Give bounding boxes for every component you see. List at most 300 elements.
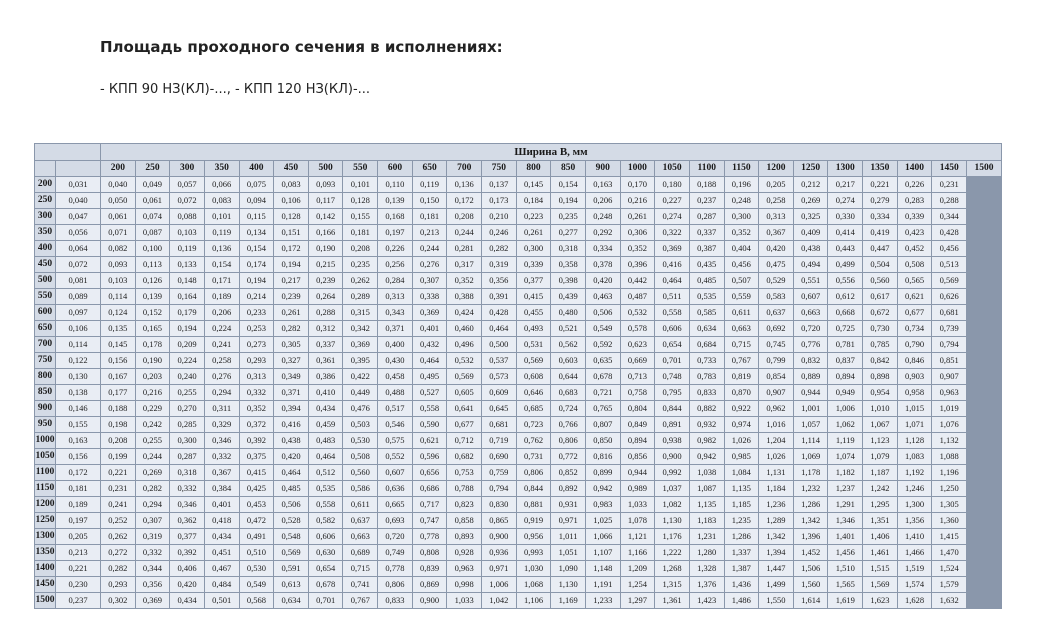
table-cell: 0,850 xyxy=(586,433,620,448)
table-cell: 0,663 xyxy=(343,529,377,544)
table-cell: 0,150 xyxy=(413,193,447,208)
table-cell: 0,261 xyxy=(274,305,308,320)
table-cell: 0,332 xyxy=(136,545,170,560)
table-cell: 0,387 xyxy=(690,241,724,256)
table-cell: 0,646 xyxy=(517,385,551,400)
table-cell: 0,113 xyxy=(136,257,170,272)
table-cell: 0,361 xyxy=(309,353,343,368)
table-cell: 1,351 xyxy=(863,513,897,528)
table-cell: 0,391 xyxy=(482,289,516,304)
table-cell: 0,785 xyxy=(863,337,897,352)
table-cell: 0,485 xyxy=(274,481,308,496)
table-cell: 0,339 xyxy=(517,257,551,272)
table-cell: 1,128 xyxy=(898,433,932,448)
table-cell: 0,506 xyxy=(586,305,620,320)
table-cell: 0,227 xyxy=(655,193,689,208)
table-row xyxy=(35,593,1001,608)
table-cell: 0,531 xyxy=(517,337,551,352)
table-cell: 0,982 xyxy=(690,433,724,448)
table-cell: 1,033 xyxy=(621,497,655,512)
table-cell: 0,289 xyxy=(343,289,377,304)
column-header-1450: 1450 xyxy=(932,161,966,176)
table-cell: 1,515 xyxy=(863,561,897,576)
table-row xyxy=(35,385,1001,400)
table-cell: 0,205 xyxy=(56,529,100,544)
table-cell: 0,617 xyxy=(863,289,897,304)
table-cell: 0,194 xyxy=(274,257,308,272)
table-cell: 0,677 xyxy=(898,305,932,320)
table-cell: 0,332 xyxy=(205,449,239,464)
table-cell: 0,898 xyxy=(863,369,897,384)
table-cell: 0,330 xyxy=(828,209,862,224)
table-cell: 1,019 xyxy=(932,401,966,416)
table-cell: 0,414 xyxy=(828,225,862,240)
table-cell: 0,654 xyxy=(655,337,689,352)
table-cell: 0,398 xyxy=(551,273,585,288)
table-cell: 0,206 xyxy=(586,193,620,208)
table-cell: 0,569 xyxy=(274,545,308,560)
table-cell: 0,439 xyxy=(551,289,585,304)
table-cell: 0,799 xyxy=(759,353,793,368)
table-cell: 0,110 xyxy=(378,177,412,192)
table-cell: 0,869 xyxy=(413,577,447,592)
table-cell: 0,724 xyxy=(551,401,585,416)
table-cell: 0,119 xyxy=(413,177,447,192)
column-header-400: 400 xyxy=(240,161,274,176)
table-cell: 0,392 xyxy=(240,433,274,448)
table-cell: 1,486 xyxy=(725,593,759,608)
table-cell: 0,388 xyxy=(447,289,481,304)
table-row xyxy=(35,289,1001,304)
table-cell: 0,208 xyxy=(447,209,481,224)
table-cell: 0,772 xyxy=(551,449,585,464)
table-cell: 0,344 xyxy=(932,209,966,224)
table-cell: 0,093 xyxy=(101,257,135,272)
table-cell: 0,552 xyxy=(378,449,412,464)
table-cell: 0,894 xyxy=(828,369,862,384)
row-header-1350: 1350 xyxy=(35,545,55,560)
table-row xyxy=(35,177,1001,192)
table-cell: 0,644 xyxy=(551,369,585,384)
table-cell: 0,154 xyxy=(205,257,239,272)
table-cell: 0,287 xyxy=(690,209,724,224)
table-cell: 0,420 xyxy=(759,241,793,256)
table-cell: 1,579 xyxy=(932,577,966,592)
table-cell: 0,418 xyxy=(205,513,239,528)
table-cell: 0,609 xyxy=(482,385,516,400)
table-cell: 0,692 xyxy=(759,321,793,336)
table-row xyxy=(35,337,1001,352)
table-cell: 0,430 xyxy=(378,353,412,368)
table-cell: 0,154 xyxy=(240,241,274,256)
table-cell: 0,613 xyxy=(274,577,308,592)
table-cell: 1,192 xyxy=(898,465,932,480)
table-cell: 0,338 xyxy=(413,289,447,304)
table-cell: 0,318 xyxy=(551,241,585,256)
table-cell: 0,668 xyxy=(828,305,862,320)
table-cell: 0,715 xyxy=(343,561,377,576)
table-cell: 0,578 xyxy=(621,321,655,336)
table-cell: 0,507 xyxy=(725,273,759,288)
table-cell: 0,823 xyxy=(447,497,481,512)
table-cell: 0,765 xyxy=(586,401,620,416)
table-cell: 0,199 xyxy=(101,449,135,464)
table-row xyxy=(35,369,1001,384)
table-cell: 0,239 xyxy=(309,273,343,288)
table-cell: 0,307 xyxy=(136,513,170,528)
table-cell: 0,844 xyxy=(517,481,551,496)
table-cell: 0,844 xyxy=(655,401,689,416)
table-cell: 0,922 xyxy=(725,401,759,416)
table-row xyxy=(35,353,1001,368)
table-row xyxy=(35,273,1001,288)
row-header-700: 700 xyxy=(35,337,55,352)
table-cell: 0,282 xyxy=(101,561,135,576)
table-cell: 0,135 xyxy=(101,321,135,336)
table-cell: 0,717 xyxy=(413,497,447,512)
row-header-250: 250 xyxy=(35,193,55,208)
table-cell: 1,107 xyxy=(586,545,620,560)
table-cell: 0,377 xyxy=(517,273,551,288)
table-cell: 0,119 xyxy=(170,241,204,256)
table-cell: 1,632 xyxy=(932,593,966,608)
table-cell: 0,447 xyxy=(863,241,897,256)
table-cell: 0,852 xyxy=(551,465,585,480)
table-cell: 0,264 xyxy=(309,289,343,304)
table-cell: 1,015 xyxy=(898,401,932,416)
table-cell: 0,455 xyxy=(517,305,551,320)
table-cell: 0,194 xyxy=(240,273,274,288)
table-cell: 0,401 xyxy=(413,321,447,336)
table-cell: 0,623 xyxy=(621,337,655,352)
table-cell: 0,230 xyxy=(56,577,100,592)
table-cell: 0,313 xyxy=(240,369,274,384)
row-header-200: 200 xyxy=(35,177,55,192)
table-cell: 0,683 xyxy=(551,385,585,400)
table-cell: 0,274 xyxy=(655,209,689,224)
table-cell: 1,268 xyxy=(655,561,689,576)
table-cell: 1,130 xyxy=(551,577,585,592)
table-cell: 0,072 xyxy=(170,193,204,208)
table-cell: 0,231 xyxy=(932,177,966,192)
table-cell: 0,807 xyxy=(586,417,620,432)
table-cell: 0,252 xyxy=(101,513,135,528)
table-cell: 0,721 xyxy=(586,385,620,400)
row-header-900: 900 xyxy=(35,401,55,416)
row-header-corner xyxy=(56,161,100,176)
table-cell: 0,317 xyxy=(447,257,481,272)
table-cell: 0,586 xyxy=(343,481,377,496)
table-cell: 0,066 xyxy=(205,177,239,192)
row-header-1500: 1500 xyxy=(35,593,55,608)
table-cell: 1,342 xyxy=(759,529,793,544)
area-table-container xyxy=(34,143,1002,609)
table-cell: 0,464 xyxy=(309,449,343,464)
table-cell: 0,510 xyxy=(240,545,274,560)
table-cell: 0,636 xyxy=(378,481,412,496)
table-cell: 1,016 xyxy=(759,417,793,432)
table-cell: 0,415 xyxy=(517,289,551,304)
table-cell: 1,187 xyxy=(863,465,897,480)
row-header-800: 800 xyxy=(35,369,55,384)
table-cell: 0,312 xyxy=(309,321,343,336)
table-cell: 0,332 xyxy=(170,481,204,496)
table-cell: 0,432 xyxy=(413,337,447,352)
table-row xyxy=(35,321,1001,336)
table-cell: 0,139 xyxy=(378,193,412,208)
row-header-750: 750 xyxy=(35,353,55,368)
table-cell: 0,532 xyxy=(447,353,481,368)
table-cell: 0,128 xyxy=(274,209,308,224)
table-cell: 0,255 xyxy=(170,385,204,400)
table-cell: 0,907 xyxy=(759,385,793,400)
table-cell: 0,715 xyxy=(725,337,759,352)
table-cell: 0,607 xyxy=(794,289,828,304)
table-cell: 0,733 xyxy=(690,353,724,368)
table-cell: 1,569 xyxy=(863,577,897,592)
table-cell: 1,209 xyxy=(621,561,655,576)
table-cell: 0,248 xyxy=(725,193,759,208)
table-cell: 0,155 xyxy=(56,417,100,432)
table-cell: 0,645 xyxy=(482,401,516,416)
table-cell: 1,565 xyxy=(828,577,862,592)
table-cell: 0,573 xyxy=(482,369,516,384)
table-cell: 0,460 xyxy=(447,321,481,336)
table-cell: 0,208 xyxy=(101,433,135,448)
table-cell: 0,332 xyxy=(240,385,274,400)
table-cell: 1,346 xyxy=(828,513,862,528)
table-cell: 0,865 xyxy=(482,513,516,528)
table-cell: 0,682 xyxy=(447,449,481,464)
table-cell: 0,215 xyxy=(309,257,343,272)
table-cell: 1,231 xyxy=(690,529,724,544)
row-header-1450: 1450 xyxy=(35,577,55,592)
column-header-1150: 1150 xyxy=(725,161,759,176)
table-cell: 0,151 xyxy=(274,225,308,240)
table-cell: 0,282 xyxy=(136,481,170,496)
table-cell: 0,476 xyxy=(343,401,377,416)
table-cell: 0,327 xyxy=(274,353,308,368)
table-cell: 0,325 xyxy=(794,209,828,224)
table-row xyxy=(35,561,1001,576)
table-row xyxy=(35,209,1001,224)
table-corner xyxy=(35,144,100,160)
table-cell: 0,748 xyxy=(655,369,689,384)
table-cell: 0,372 xyxy=(240,417,274,432)
table-cell: 0,962 xyxy=(759,401,793,416)
table-cell: 0,956 xyxy=(517,529,551,544)
table-cell: 0,101 xyxy=(205,209,239,224)
table-cell: 0,146 xyxy=(56,401,100,416)
table-cell: 0,484 xyxy=(205,577,239,592)
table-cell: 0,293 xyxy=(240,353,274,368)
table-cell: 0,678 xyxy=(309,577,343,592)
table-cell: 1,079 xyxy=(863,449,897,464)
table-cell: 1,123 xyxy=(863,433,897,448)
table-cell: 0,435 xyxy=(690,257,724,272)
table-cell: 0,559 xyxy=(725,289,759,304)
table-cell: 1,196 xyxy=(932,465,966,480)
table-cell: 0,713 xyxy=(621,369,655,384)
table-cell: 0,307 xyxy=(413,273,447,288)
table-cell: 0,134 xyxy=(240,225,274,240)
table-cell: 0,172 xyxy=(274,241,308,256)
table-cell: 0,061 xyxy=(101,209,135,224)
table-cell: 0,224 xyxy=(170,353,204,368)
table-cell: 0,569 xyxy=(447,369,481,384)
table-cell: 1,236 xyxy=(759,497,793,512)
table-cell: 0,180 xyxy=(655,177,689,192)
table-cell: 0,087 xyxy=(136,225,170,240)
table-cell: 0,342 xyxy=(343,321,377,336)
table-cell: 0,075 xyxy=(240,177,274,192)
table-cell: 0,858 xyxy=(447,513,481,528)
table-cell: 1,006 xyxy=(828,401,862,416)
table-cell: 0,358 xyxy=(551,257,585,272)
table-cell: 0,367 xyxy=(205,465,239,480)
table-cell: 0,837 xyxy=(828,353,862,368)
table-cell: 0,410 xyxy=(309,385,343,400)
table-cell: 0,177 xyxy=(101,385,135,400)
table-cell: 0,663 xyxy=(794,305,828,320)
row-header-1050: 1050 xyxy=(35,449,55,464)
table-cell: 0,115 xyxy=(240,209,274,224)
table-cell: 0,184 xyxy=(517,193,551,208)
table-cell: 0,089 xyxy=(56,289,100,304)
table-cell: 1,574 xyxy=(898,577,932,592)
table-cell: 1,178 xyxy=(794,465,828,480)
table-cell: 0,806 xyxy=(551,433,585,448)
table-cell: 0,040 xyxy=(101,177,135,192)
row-header-650: 650 xyxy=(35,321,55,336)
table-row xyxy=(35,257,1001,272)
column-header-1200: 1200 xyxy=(759,161,793,176)
table-cell: 0,093 xyxy=(309,177,343,192)
table-cell: 0,244 xyxy=(136,449,170,464)
table-cell: 1,436 xyxy=(725,577,759,592)
table-cell: 0,339 xyxy=(898,209,932,224)
table-cell: 1,242 xyxy=(863,481,897,496)
table-row xyxy=(35,193,1001,208)
table-cell: 0,931 xyxy=(551,497,585,512)
table-cell: 0,882 xyxy=(690,401,724,416)
table-cell: 0,485 xyxy=(690,273,724,288)
table-cell: 0,197 xyxy=(56,513,100,528)
table-cell: 0,767 xyxy=(343,593,377,608)
table-cell: 0,139 xyxy=(136,289,170,304)
table-cell: 0,611 xyxy=(725,305,759,320)
table-cell: 0,681 xyxy=(932,305,966,320)
table-cell: 0,503 xyxy=(343,417,377,432)
table-cell: 0,452 xyxy=(898,241,932,256)
table-cell: 0,833 xyxy=(690,385,724,400)
table-cell: 1,623 xyxy=(863,593,897,608)
column-header-300: 300 xyxy=(170,161,204,176)
table-cell: 1,025 xyxy=(586,513,620,528)
table-cell: 0,783 xyxy=(690,369,724,384)
table-cell: 0,459 xyxy=(309,417,343,432)
table-cell: 0,049 xyxy=(136,177,170,192)
column-header-1300: 1300 xyxy=(828,161,862,176)
row-header-1000: 1000 xyxy=(35,433,55,448)
table-cell: 0,790 xyxy=(898,337,932,352)
table-cell: 1,185 xyxy=(725,497,759,512)
table-cell: 0,560 xyxy=(863,273,897,288)
table-cell: 0,630 xyxy=(309,545,343,560)
table-cell: 0,050 xyxy=(101,193,135,208)
table-cell: 0,685 xyxy=(517,401,551,416)
table-cell: 0,279 xyxy=(863,193,897,208)
table-cell: 0,346 xyxy=(205,433,239,448)
table-cell: 0,337 xyxy=(309,337,343,352)
table-cell: 1,628 xyxy=(898,593,932,608)
table-cell: 0,239 xyxy=(274,289,308,304)
table-cell: 0,842 xyxy=(863,353,897,368)
page-title: Площадь проходного сечения в исполнениях: xyxy=(100,38,503,56)
row-header-450: 450 xyxy=(35,257,55,272)
table-cell: 1,037 xyxy=(655,481,689,496)
row-header-850: 850 xyxy=(35,385,55,400)
column-header-700: 700 xyxy=(447,161,481,176)
table-cell: 0,181 xyxy=(413,209,447,224)
table-cell: 0,894 xyxy=(621,433,655,448)
table-cell: 1,066 xyxy=(586,529,620,544)
table-cell: 0,681 xyxy=(482,417,516,432)
table-cell: 0,686 xyxy=(413,481,447,496)
table-cell: 1,082 xyxy=(655,497,689,512)
table-cell: 0,420 xyxy=(170,577,204,592)
table-cell: 1,222 xyxy=(655,545,689,560)
table-cell: 0,778 xyxy=(413,529,447,544)
table-cell: 0,288 xyxy=(309,305,343,320)
column-header-500: 500 xyxy=(309,161,343,176)
table-cell: 1,394 xyxy=(759,545,793,560)
table-cell: 0,778 xyxy=(378,561,412,576)
table-cell: 0,983 xyxy=(586,497,620,512)
table-cell: 0,233 xyxy=(240,305,274,320)
table-cell: 0,663 xyxy=(725,321,759,336)
table-cell: 1,132 xyxy=(932,433,966,448)
table-cell: 0,501 xyxy=(205,593,239,608)
table-cell: 0,596 xyxy=(413,449,447,464)
table-body xyxy=(35,177,1001,608)
table-cell: 0,138 xyxy=(56,385,100,400)
table-cell: 0,420 xyxy=(274,449,308,464)
table-cell: 0,434 xyxy=(170,593,204,608)
table-cell: 0,428 xyxy=(932,225,966,240)
row-header-1200: 1200 xyxy=(35,497,55,512)
table-cell: 0,453 xyxy=(240,497,274,512)
table-cell: 0,047 xyxy=(56,209,100,224)
table-cell: 0,166 xyxy=(309,225,343,240)
table-cell: 1,169 xyxy=(551,593,585,608)
table-cell: 0,677 xyxy=(447,417,481,432)
table-cell: 0,496 xyxy=(447,337,481,352)
table-cell: 1,410 xyxy=(898,529,932,544)
table-cell: 0,237 xyxy=(56,593,100,608)
table-cell: 1,361 xyxy=(655,593,689,608)
table-cell: 0,731 xyxy=(517,449,551,464)
table-cell: 1,305 xyxy=(932,497,966,512)
table-cell: 0,575 xyxy=(378,433,412,448)
table-cell: 1,011 xyxy=(551,529,585,544)
table-cell: 1,286 xyxy=(725,529,759,544)
table-cell: 0,229 xyxy=(136,401,170,416)
table-row xyxy=(35,433,1001,448)
table-cell: 0,061 xyxy=(136,193,170,208)
table-cell: 1,232 xyxy=(794,481,828,496)
table-cell: 0,329 xyxy=(205,417,239,432)
